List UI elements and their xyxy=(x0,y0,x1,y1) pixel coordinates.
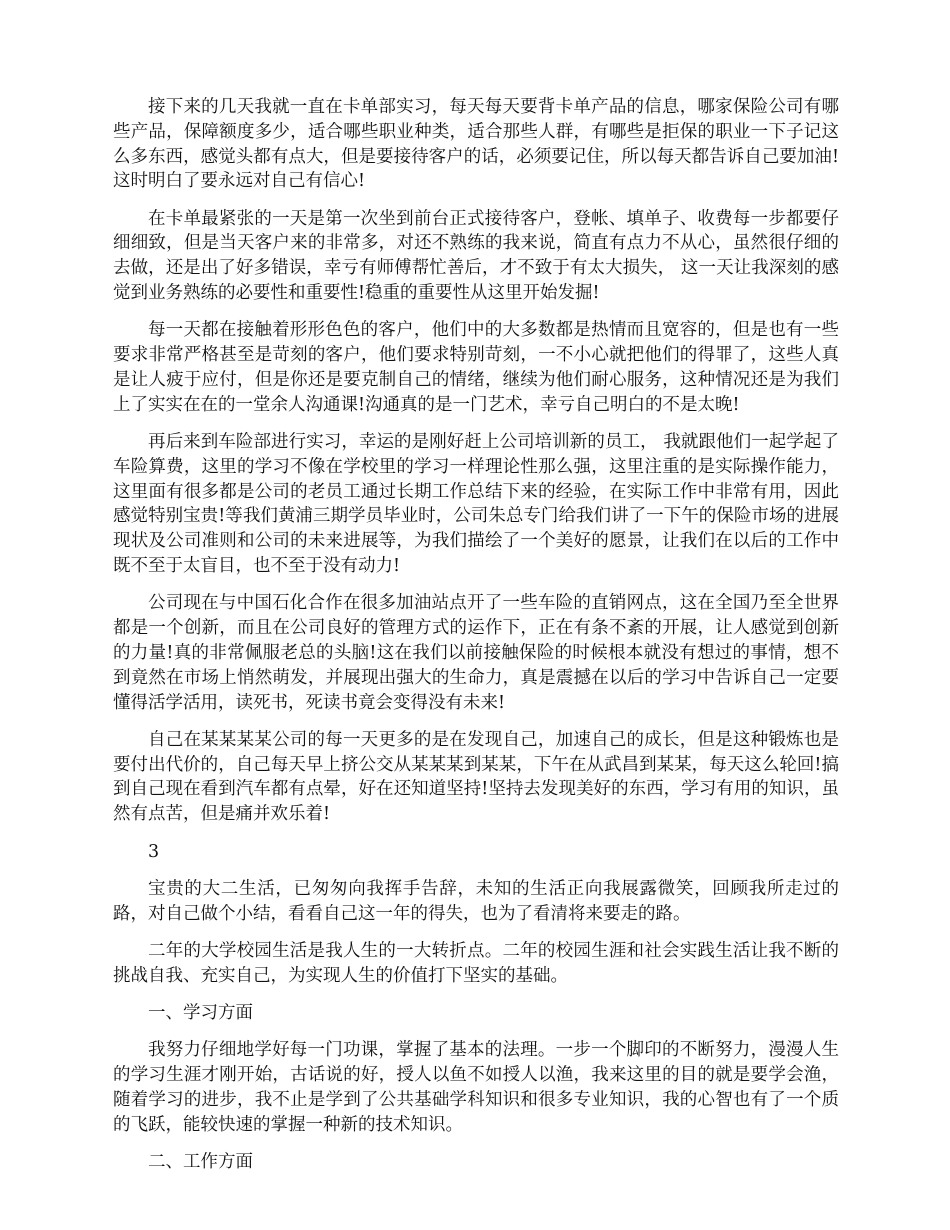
paragraph-5: 公司现在与中国石化合作在很多加油站点开了一些车险的直销网点，这在全国乃至全世界都是一个创新，而且在公司良好的管理方式的运作下，正在有条不紊的开展，让人感觉到创新的力量!真的非常佩服老总的头脑!这在我们以前接触保险的时候根本就没有想过的事情，想不到竟然在市场上悄然萌发，并展现出强大的生命力，真是震撼在以后的学习中告诉自己一定要懂得活学活用，读死书，死读书竟会变得没有未来! xyxy=(113,593,839,713)
section-heading-study: 一、学习方面 xyxy=(148,1003,253,1023)
paragraph-6: 自己在某某某某公司的每一天更多的是在发现自己，加速自己的成长，但是这种锻炼也是要付出代价的，自己每天早上挤公交从某某某到某某，下午在从武昌到某某，每天这么轮回!搞到自己现在看到汽车都有点晕，好在还知道坚持!坚持去发现美好的东西，学习有用的知识，虽然有点苦，但是痛并欢乐着! xyxy=(113,729,839,825)
paragraph-9: 我努力仔细地学好每一门功课，掌握了基本的法理。一步一个脚印的不断努力，漫漫人生的学习生涯才刚开始，古话说的好，授人以鱼不如授人以渔，我来这里的目的就是要学会渔，随着学习的进步，我不止是学到了公共基础学科知识和很多专业知识，我的心智也有了一个质的飞跃，能较快速的掌握一种新的技术知识。 xyxy=(113,1040,839,1135)
paragraph-1: 接下来的几天我就一直在卡单部实习，每天每天要背卡单产品的信息，哪家保险公司有哪些产品，保障额度多少，适合哪些职业种类，适合那些人群，有哪些是拒保的职业一下子记这么多东西，感觉头都有点大，但是要接待客户的话，必须要记住，所以每天都告诉自己要加油!这时明白了要永远对自己有信心! xyxy=(113,97,839,192)
section-heading-work: 二、工作方面 xyxy=(148,1151,253,1172)
document-page xyxy=(113,95,839,1187)
paragraph-2: 在卡单最紧张的一天是第一次坐到前台正式接待客户，登帐、填单子、收费每一步都要仔细细致，但是当天客户来的非常多，对还不熟练的我来说，简直有点力不从心，虽然很仔细的去做，还是出了好多错误，幸亏有师傅帮忙善后，才不致于有太大损失， 这一天让我深刻的感觉到业务熟练的必要性和重要性!稳重的重要性从这里开始发掘! xyxy=(113,208,839,304)
paragraph-3: 每一天都在接触着形形色色的客户，他们中的大多数都是热情而且宽容的，但是也有一些要求非常严格甚至是苛刻的客户，他们要求特别苛刻，一不小心就把他们的得罪了，这些人真是让人疲于应付，但是你还是要克制自己的情绪，继续为他们耐心服务，这种情况还是为我们上了实实在在的一堂余人沟通课!沟通真的是一门艺术，幸亏自己明白的不是太晚! xyxy=(113,320,839,415)
paragraph-7: 宝贵的大二生活，已匆匆向我挥手告辞，未知的生活正向我展露微笑，回顾我所走过的路，对自己做个小结，看看自己这一年的得失，也为了看清将来要走的路。 xyxy=(113,878,839,924)
section-number: 3 xyxy=(148,841,160,862)
paragraph-4: 再后来到车险部进行实习，幸运的是刚好赶上公司培训新的员工， 我就跟他们一起学起了车险算费，这里的学习不像在学校里的学习一样理论性那么强，这里注重的是实际操作能力，这里面有很多都是公司的老员工通过长期工作总结下来的经验，在实际工作中非常有用，因此感觉特别宝贵!等我们黄浦三期学员毕业时，公司朱总专门给我们讲了一下午的保险市场的进展现状及公司准则和公司的未来进展等，为我们描绘了一个美好的愿景，让我们在以后的工作中既不至于太盲目，也不至于没有动力! xyxy=(113,432,839,577)
paragraph-8: 二年的大学校园生活是我人生的一大转折点。二年的校园生涯和社会实践生活让我不断的挑战自我、充实自己，为实现人生的价值打下坚实的基础。 xyxy=(113,940,839,986)
